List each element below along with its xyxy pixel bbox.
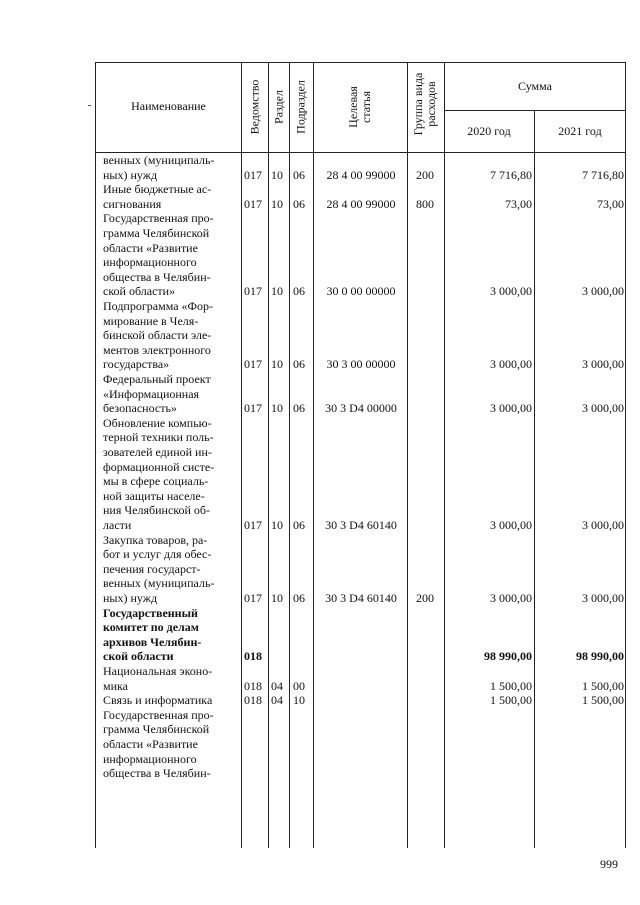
header-celevaya-line1: Целевая [346,86,360,128]
sum-2021: 3 000,00 [582,591,624,605]
row-name-line: информационного [103,255,197,270]
margin-mark [88,105,91,106]
page-number: 999 [600,857,618,871]
header-vedomstvo: Ведомство [247,79,262,135]
row-name-line: области «Развитие [103,240,198,255]
code-podrazdel: 10 [293,693,305,708]
code-gruppa: 800 [416,196,434,211]
header-gruppa-line2: расходов [424,81,438,127]
row-name-line: венных (муниципаль- [103,153,215,167]
row-name-line: безопасность» [103,401,177,416]
code-podrazdel: 06 [293,401,305,416]
row-name-line: мирование в Челя- [103,313,199,328]
code-vedomstvo: 018 [244,649,262,664]
row-name-line: общества в Челябин- [103,269,211,284]
row-name [103,606,238,664]
row-name-line: общества в Челябин- [103,766,211,781]
code-celevaya: 30 3 00 00000 [326,357,396,372]
row-name-line: архивов Челябин- [103,634,202,649]
sum-2021: 3 000,00 [582,284,624,299]
table-row [0,416,640,533]
row-name-line: ментов электронного [103,342,211,357]
sum-2020: 73,00 [505,196,532,211]
header-year-2020: 2020 год [467,124,511,138]
row-name [103,664,238,693]
code-celevaya: 30 3 D4 60140 [325,518,397,532]
code-razdel: 10 [271,284,283,299]
table-row [0,211,640,299]
table-row [0,533,640,606]
code-podrazdel: 06 [293,357,305,372]
row-name-line: ной защиты населе- [103,488,205,503]
code-podrazdel: 06 [293,518,305,532]
row-name-line: ской области [103,649,174,664]
code-vedomstvo: 017 [244,591,262,605]
code-gruppa: 200 [416,167,434,182]
row-name-line: терной техники поль- [103,430,214,445]
row-name-line: Подпрограмма «Фор- [103,299,214,313]
code-vedomstvo: 018 [244,693,262,708]
code-razdel: 10 [271,591,283,605]
row-name-line: бот и услуг для обес- [103,547,212,562]
sum-2020: 98 990,00 [484,649,532,664]
row-name-line: Государственная про- [103,211,214,226]
row-name-line: бинской области эле- [103,328,212,343]
row-name-line: «Информационная [103,386,200,401]
sum-2020: 3 000,00 [490,518,532,532]
code-celevaya: 30 3 D4 60140 [325,591,397,605]
row-name-line: комитет по делам [103,620,199,635]
row-name-line: мы в сфере социаль- [103,474,209,489]
row-name [103,533,238,606]
sum-2020: 3 000,00 [490,357,532,372]
sum-2020: 3 000,00 [490,401,532,416]
code-vedomstvo: 017 [244,401,262,416]
table-row [0,693,640,708]
code-razdel: 04 [271,678,283,693]
sum-2020: 3 000,00 [490,591,532,605]
row-name [103,693,238,708]
table-row [0,299,640,372]
code-celevaya: 30 3 D4 00000 [325,401,397,416]
row-name [103,153,238,182]
row-name-line: ласти [103,517,132,532]
code-vedomstvo: 017 [244,196,262,211]
row-name-line: Иные бюджетные ас- [103,182,212,197]
header-gruppa-line1: Группа вида [411,72,425,136]
sum-2021: 3 000,00 [582,518,624,532]
code-razdel: 10 [271,401,283,416]
code-vedomstvo: 018 [244,678,262,693]
row-name-line: Государственный [103,605,198,620]
row-name-line: формационной систе- [103,459,215,474]
table-row [0,372,640,416]
row-name-line: печения государст- [103,561,201,576]
sum-2021: 73,00 [597,196,624,211]
code-celevaya: 28 4 00 99000 [326,167,396,182]
sum-2021: 3 000,00 [582,401,624,416]
row-name-line: сигнования [103,196,162,211]
row-name-line: государства» [103,357,170,372]
header-celevaya-line2: статья [359,91,373,123]
header-razdel: Раздел [271,90,286,124]
row-name [103,182,238,211]
code-podrazdel: 06 [293,167,305,182]
code-vedomstvo: 017 [244,167,262,182]
header-year-2021: 2021 год [558,124,602,138]
code-razdel: 10 [271,518,283,532]
code-podrazdel: 06 [293,196,305,211]
table-row [0,606,640,664]
code-razdel: 10 [271,196,283,211]
row-name [103,211,238,299]
sum-2021: 7 716,80 [582,167,624,182]
table-row [0,664,640,693]
row-name [103,372,238,416]
header-sub-divider [444,110,626,111]
sum-2020: 7 716,80 [490,167,532,182]
row-name-line: Закупка товаров, ра- [103,532,208,547]
row-name-line: зователей единой ин- [103,444,212,459]
code-podrazdel: 06 [293,284,305,299]
table-row [0,182,640,211]
table-row [0,153,640,182]
code-razdel: 04 [271,693,283,708]
sum-2020: 3 000,00 [490,284,532,299]
code-podrazdel: 00 [293,678,305,693]
header-summa: Сумма [518,79,552,93]
row-name-line: информационного [103,751,197,766]
sum-2021: 1 500,00 [582,693,624,708]
sum-2021: 3 000,00 [582,357,624,372]
code-vedomstvo: 017 [244,518,262,532]
header-celevaya [347,86,373,128]
header-podrazdel: Подраздел [293,80,308,134]
row-name-line: ния Челябинской об- [103,503,211,518]
code-razdel: 10 [271,167,283,182]
row-name-line: Федеральный проект [103,372,211,386]
row-name-line: Связь и информатика [103,693,213,708]
row-name-line: ской области» [103,284,176,299]
row-name-line: венных (муниципаль- [103,576,215,591]
row-name-line: ных) нужд [103,590,158,605]
row-name-line: мика [103,678,128,693]
row-name-line: грамма Челябинской [103,722,210,737]
row-name-line: Национальная эконо- [103,664,213,678]
row-name-line: Обновление компью- [103,415,212,430]
sum-2021: 1 500,00 [582,678,624,693]
code-vedomstvo: 017 [244,284,262,299]
code-gruppa: 200 [416,591,434,605]
row-name [103,416,238,533]
code-celevaya: 28 4 00 99000 [326,196,396,211]
code-celevaya: 30 0 00 00000 [326,284,396,299]
code-vedomstvo: 017 [244,357,262,372]
row-name-line: ных) нужд [103,167,158,182]
sum-2020: 1 500,00 [490,678,532,693]
table-row [0,708,640,781]
row-name [103,299,238,372]
sum-2020: 1 500,00 [490,693,532,708]
header-name: Наименование [131,99,206,113]
code-razdel: 10 [271,357,283,372]
row-name-line: области «Развитие [103,736,198,751]
sum-2021: 98 990,00 [576,649,624,664]
row-name [103,708,238,781]
code-podrazdel: 06 [293,591,305,605]
row-name-line: грамма Челябинской [103,225,210,240]
header-gruppa [412,73,438,136]
row-name-line: Государственная про- [103,707,214,722]
